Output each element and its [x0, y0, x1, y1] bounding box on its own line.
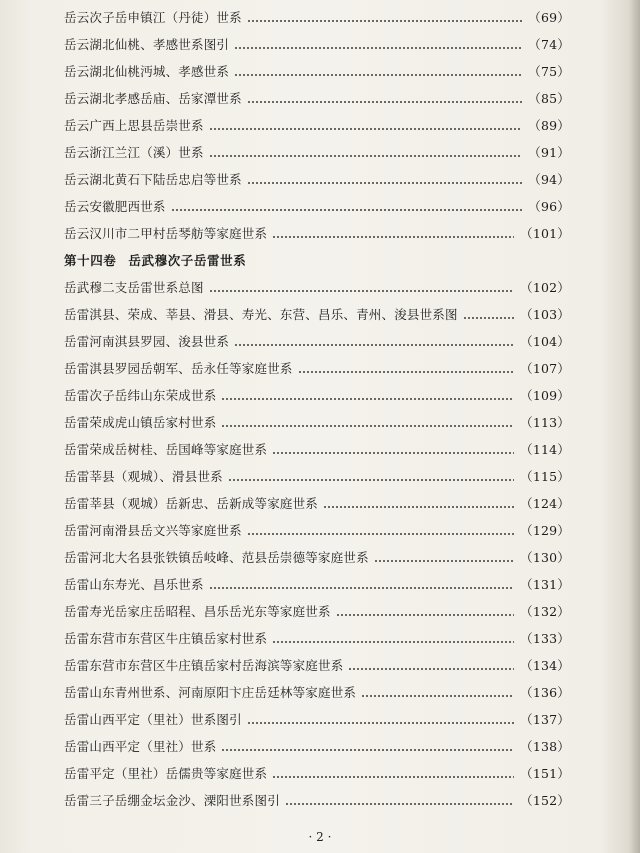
dot-leader: [247, 101, 522, 103]
dot-leader: [234, 74, 522, 76]
toc-entry-title: 岳雷淇县、荣成、莘县、滑县、寿光、东营、昌乐、青州、浚县世系图: [64, 307, 458, 322]
toc-entry-page: （152）: [520, 793, 570, 808]
toc-entry[interactable]: [64, 735, 570, 757]
toc-entry-page: （94）: [528, 172, 570, 187]
toc-entry[interactable]: [64, 546, 570, 568]
toc-entry[interactable]: [64, 276, 570, 298]
toc-entry-page: （138）: [520, 739, 570, 754]
toc-entry[interactable]: [64, 438, 570, 460]
toc-entry[interactable]: [64, 627, 570, 649]
toc-entry-title: 岳雷次子岳纬山东荣成世系: [64, 388, 217, 403]
toc-entry-title: 岳雷淇县罗园岳朝军、岳永任等家庭世系: [64, 361, 293, 376]
toc-entry-page: （85）: [528, 91, 570, 106]
toc-entry-title: 岳云湖北黄石下陆岳忠启等世系: [64, 172, 242, 187]
toc-entry-page: （113）: [520, 415, 570, 430]
toc-entry-title: 岳雷三子岳绷金坛金沙、溧阳世系图引: [64, 793, 280, 808]
toc-entry-page: （124）: [520, 496, 570, 511]
toc-entry-title: 岳云汉川市二甲村岳琴舫等家庭世系: [64, 226, 268, 241]
dot-leader: [234, 344, 514, 346]
toc-entry-title: 岳雷山西平定（里社）世系: [64, 739, 217, 754]
toc-entry-page: （129）: [520, 523, 570, 538]
toc-entry[interactable]: [64, 222, 570, 244]
dot-leader: [272, 776, 514, 778]
toc-entry-title: 岳雷东营市东营区牛庄镇岳家村岳海滨等家庭世系: [64, 658, 344, 673]
toc-entry-page: （107）: [520, 361, 570, 376]
toc-entry[interactable]: [64, 87, 570, 109]
dot-leader: [209, 128, 523, 130]
toc-entry[interactable]: [64, 330, 570, 352]
toc-entry-page: （74）: [528, 37, 570, 52]
toc-entry[interactable]: [64, 411, 570, 433]
dot-leader: [463, 317, 514, 319]
dot-leader: [272, 641, 514, 643]
dot-leader: [247, 533, 514, 535]
toc-entry-page: （134）: [520, 658, 570, 673]
toc-entry-title: 岳雷山东寿光、昌乐世系: [64, 577, 204, 592]
dot-leader: [247, 20, 522, 22]
toc-entry-page: （102）: [520, 280, 570, 295]
toc-entry-page: （109）: [520, 388, 570, 403]
toc-entry-page: （104）: [520, 334, 570, 349]
toc-entry-page: （131）: [520, 577, 570, 592]
chapter-heading[interactable]: [64, 249, 570, 271]
toc-entry[interactable]: [64, 303, 570, 325]
toc-entry-title: 岳雷莘县（观城）岳新忠、岳新成等家庭世系: [64, 496, 319, 511]
toc-entry[interactable]: [64, 141, 570, 163]
toc-entry-title: 岳雷河北大名县张铁镇岳岐峰、范县岳崇德等家庭世系: [64, 550, 369, 565]
chapter-title: 岳武穆次子岳雷世系: [128, 253, 247, 268]
toc-entry[interactable]: [64, 33, 570, 55]
dot-leader: [209, 587, 514, 589]
toc-entry-title: 岳雷平定（里社）岳儒贵等家庭世系: [64, 766, 268, 781]
toc-entry-title: 岳云浙江兰江（溪）世系: [64, 145, 204, 160]
toc-entry-title: 岳云安徽肥西世系: [64, 199, 166, 214]
dot-leader: [221, 749, 514, 751]
toc-entry-title: 岳雷山西平定（里社）世系图引: [64, 712, 242, 727]
toc-entry[interactable]: [64, 789, 570, 811]
toc-entry[interactable]: [64, 60, 570, 82]
dot-leader: [234, 47, 522, 49]
toc-entry-title: 岳雷山东青州世系、河南原阳卞庄岳廷林等家庭世系: [64, 685, 357, 700]
chapter-volume: 第十四卷: [64, 253, 117, 268]
toc-entry[interactable]: [64, 384, 570, 406]
toc-entry-page: （137）: [520, 712, 570, 727]
toc-entry-page: （89）: [528, 118, 570, 133]
dot-leader: [285, 803, 514, 805]
toc-entry-title: 岳雷寿光岳家庄岳昭程、昌乐岳光东等家庭世系: [64, 604, 331, 619]
dot-leader: [247, 182, 522, 184]
toc-entry-page: （101）: [520, 226, 570, 241]
toc-entry-title: 岳云次子岳申镇江（丹徒）世系: [64, 10, 242, 25]
toc-entry-title: 岳武穆二支岳雷世系总图: [64, 280, 204, 295]
toc-entry[interactable]: [64, 114, 570, 136]
toc-entry-page: （151）: [520, 766, 570, 781]
toc-entry-title: 岳云湖北仙桃沔城、孝感世系: [64, 64, 230, 79]
toc-entry-title: 岳云广西上思县岳崇世系: [64, 118, 204, 133]
toc-entry-page: （115）: [520, 469, 570, 484]
toc-entry[interactable]: [64, 708, 570, 730]
toc-entry-page: （114）: [520, 442, 570, 457]
toc-entry[interactable]: [64, 168, 570, 190]
dot-leader: [228, 479, 514, 481]
dot-leader: [209, 155, 523, 157]
toc-entry-title: 岳雷河南淇县罗园、浚县世系: [64, 334, 230, 349]
dot-leader: [298, 371, 515, 373]
toc-entry[interactable]: [64, 519, 570, 541]
dot-leader: [348, 668, 514, 670]
dot-leader: [336, 614, 514, 616]
toc-entry-page: （75）: [528, 64, 570, 79]
toc-entry-page: （136）: [520, 685, 570, 700]
dot-leader: [209, 290, 514, 292]
toc-entry-page: （133）: [520, 631, 570, 646]
dot-leader: [272, 452, 514, 454]
dot-leader: [247, 722, 514, 724]
page-number: · 2 ·: [308, 830, 332, 844]
toc-entry[interactable]: [64, 465, 570, 487]
toc-entry[interactable]: [64, 195, 570, 217]
toc-entry-title: 岳雷东营市东营区牛庄镇岳家村世系: [64, 631, 268, 646]
toc-entry[interactable]: [64, 6, 570, 28]
toc-entry[interactable]: [64, 573, 570, 595]
dot-leader: [221, 398, 514, 400]
dot-leader: [361, 695, 514, 697]
toc-entry-title: 岳雷荣成岳树桂、岳国峰等家庭世系: [64, 442, 268, 457]
toc-entry-page: （96）: [528, 199, 570, 214]
toc-entry-title: 岳雷河南滑县岳文兴等家庭世系: [64, 523, 242, 538]
dot-leader: [272, 236, 514, 238]
toc-entry[interactable]: [64, 654, 570, 676]
dot-leader: [171, 209, 523, 211]
toc-entry[interactable]: [64, 762, 570, 784]
dot-leader: [221, 425, 514, 427]
dot-leader: [323, 506, 514, 508]
toc-entry-title: 岳云湖北仙桃、孝感世系图引: [64, 37, 230, 52]
toc-entry-title: 岳雷莘县（观城）、滑县世系: [64, 469, 223, 484]
toc-entry-page: （130）: [520, 550, 570, 565]
toc-entry[interactable]: [64, 357, 570, 379]
toc-entry[interactable]: [64, 600, 570, 622]
dot-leader: [374, 560, 514, 562]
toc-entry-title: 岳云湖北孝感岳庙、岳家潭世系: [64, 91, 242, 106]
toc-entry[interactable]: [64, 681, 570, 703]
toc-entry-title: 岳雷荣成虎山镇岳家村世系: [64, 415, 217, 430]
toc-entry-page: （103）: [520, 307, 570, 322]
toc-entry-page: （69）: [528, 10, 570, 25]
toc-entry-page: （91）: [528, 145, 570, 160]
toc-entry[interactable]: [64, 492, 570, 514]
toc-entry-page: （132）: [520, 604, 570, 619]
